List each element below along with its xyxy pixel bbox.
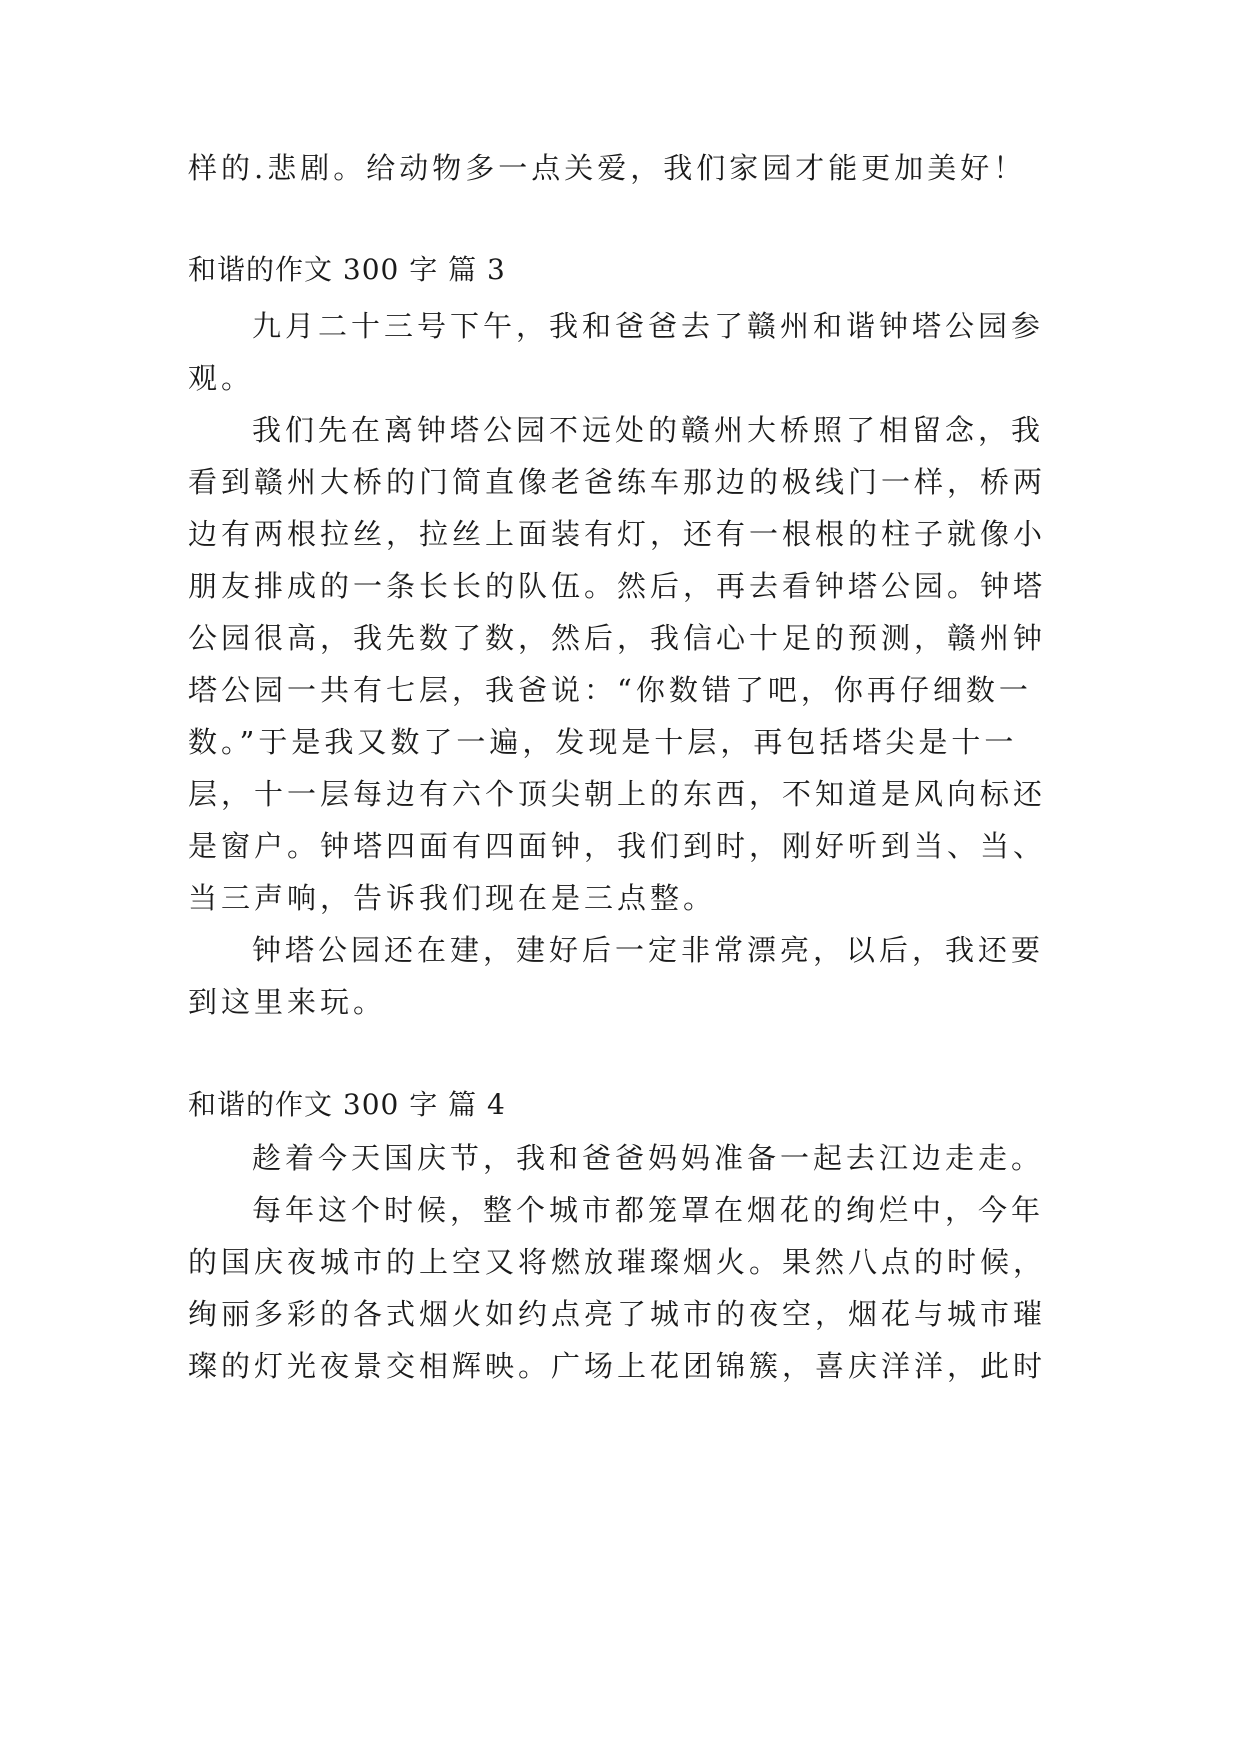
paragraph-line: 是窗户。钟塔四面有四面钟，我们到时，刚好听到当、当、 bbox=[188, 829, 1047, 863]
paragraph-line: 塔公园一共有七层，我爸说：“你数错了吧，你再仔细数一 bbox=[188, 673, 1032, 707]
paragraph-line: 到这里来玩。 bbox=[188, 985, 387, 1019]
paragraph-line: 数。”于是我又数了一遍，发现是十层，再包括塔尖是十一 bbox=[188, 725, 1018, 759]
paragraph-line: 朋友排成的一条长长的队伍。然后，再去看钟塔公园。钟塔 bbox=[188, 569, 1047, 603]
paragraph-line: 璨的灯光夜景交相辉映。广场上花团锦簇，喜庆洋洋，此时 bbox=[188, 1349, 1047, 1383]
paragraph-line: 层，十一层每边有六个顶尖朝上的东西，不知道是风向标还 bbox=[188, 777, 1047, 811]
paragraph-line: 边有两根拉丝，拉丝上面装有灯，还有一根根的柱子就像小 bbox=[188, 517, 1047, 551]
paragraph-line: 钟塔公园还在建，建好后一定非常漂亮，以后，我还要 bbox=[252, 933, 1045, 967]
paragraph-line: 看到赣州大桥的门简直像老爸练车那边的极线门一样，桥两 bbox=[188, 465, 1047, 499]
paragraph-line: 公园很高，我先数了数，然后，我信心十足的预测，赣州钟 bbox=[188, 621, 1047, 655]
paragraph-line: 我们先在离钟塔公园不远处的赣州大桥照了相留念，我 bbox=[252, 413, 1045, 447]
paragraph-line: 趁着今天国庆节，我和爸爸妈妈准备一起去江边走走。 bbox=[252, 1141, 1045, 1175]
section-heading: 和谐的作文 300 字 篇 4 bbox=[188, 1088, 506, 1121]
paragraph-line: 观。 bbox=[188, 361, 255, 395]
paragraph-line: 的国庆夜城市的上空又将燃放璀璨烟火。果然八点的时候， bbox=[188, 1245, 1047, 1279]
paragraph-line: 每年这个时候，整个城市都笼罩在烟花的绚烂中，今年 bbox=[252, 1193, 1045, 1227]
paragraph-line: 样的.悲剧。给动物多一点关爱，我们家园才能更加美好！ bbox=[188, 151, 1027, 185]
paragraph-line: 绚丽多彩的各式烟火如约点亮了城市的夜空，烟花与城市璀 bbox=[188, 1297, 1047, 1331]
paragraph-line: 当三声响，告诉我们现在是三点整。 bbox=[188, 881, 717, 915]
paragraph-line: 九月二十三号下午，我和爸爸去了赣州和谐钟塔公园参 bbox=[252, 309, 1045, 343]
section-heading: 和谐的作文 300 字 篇 3 bbox=[188, 253, 506, 286]
